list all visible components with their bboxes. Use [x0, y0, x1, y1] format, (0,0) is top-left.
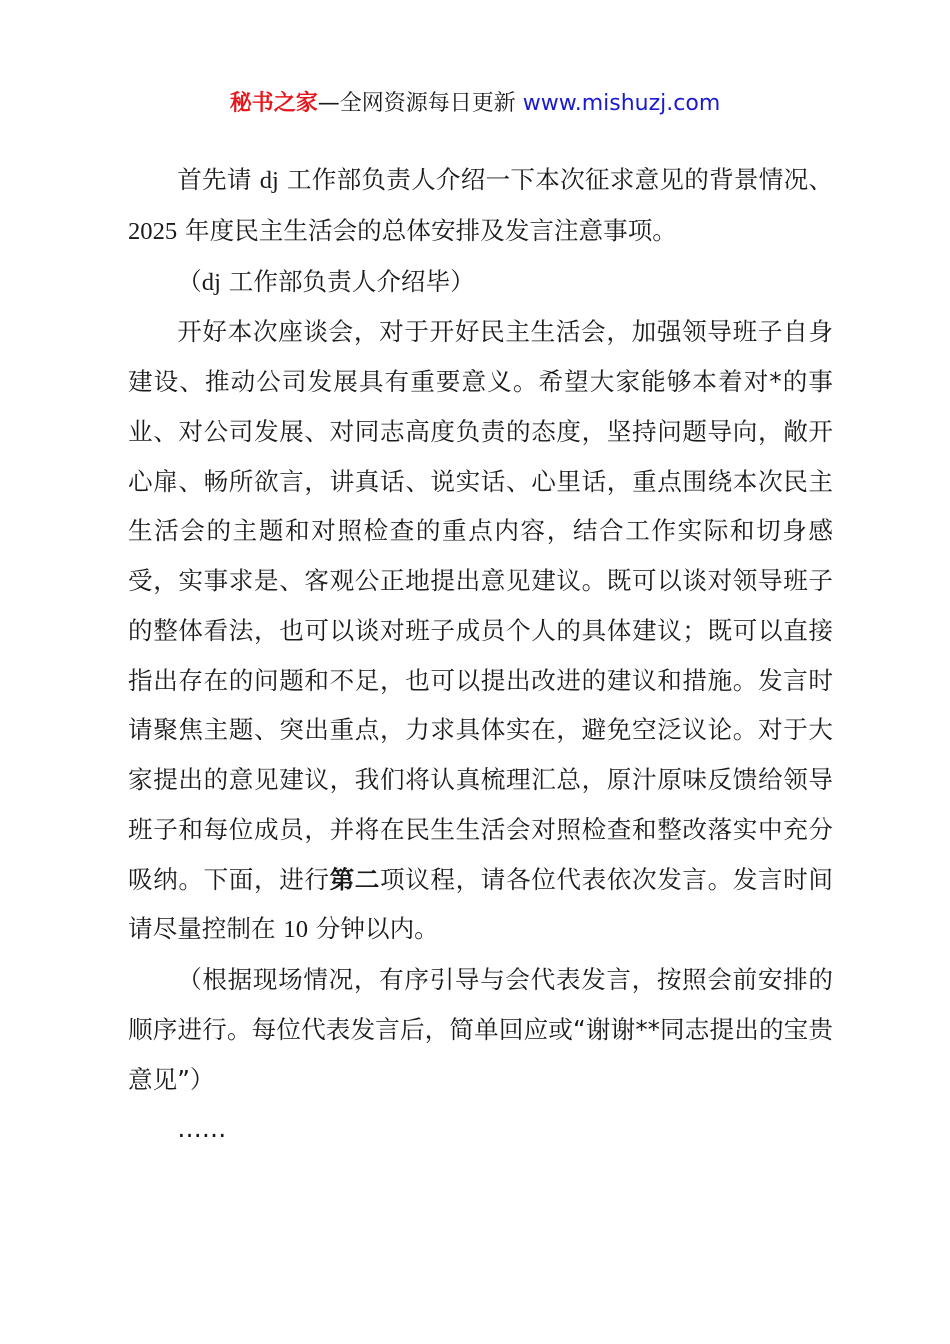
text-segment: 项议程，请各位代表依次发言。发言时间请尽量控制在 — [128, 864, 833, 944]
text-segment: 2025 — [128, 217, 178, 245]
page-header — [0, 88, 950, 120]
text-segment: 10 — [283, 916, 308, 944]
text-segment: 开好本次座谈会，对于开好民主生活会，加强领导班子自身建设、推动公司发展具有重要意义。希望大家能够本着对*的事业、对公司发展、对同志高度负责的态度，坚持问题导向，敞开心扉、畅所欲言，讲真话、说实话、心里话，重点围绕本次民主生活会的主题和对照检查的重点内容，结合工作实际和切身感受，实事求是、客观公正地提出意见建议。既可以谈对领导班子的整体看法，也可以谈对班子成员个人的具体建议；既可以直接指出存在的问题和不足，也可以提出改进的建议和措施。发言时请聚焦主题、突出重点，力求具体实在，避免空泛议论。对于大家提出的意见建议，我们将认真梳理汇总，原汁原味反馈给领导班子和每位成员，并将在民生生活会对照检查和整改落实中充分吸纳。下面，进行 — [128, 317, 833, 894]
document-body — [128, 155, 833, 1154]
text-segment: （ — [177, 266, 202, 296]
text-segment: dj — [259, 167, 279, 194]
paragraph-note — [128, 257, 833, 308]
paragraph-main — [128, 307, 833, 955]
text-segment: 首先请 — [177, 165, 260, 194]
text-segment: 工作部负责人介绍一下本次征求意见的背景情况、 — [278, 165, 833, 194]
site-url-link[interactable]: www.mishuzj.com — [522, 91, 721, 116]
text-segment: 分钟以内。 — [307, 914, 439, 944]
text-segment: 工作部负责人介绍毕） — [220, 266, 475, 296]
brand-name: 秘书之家 — [229, 91, 318, 116]
header-tagline: —全网资源每日更新 — [317, 91, 523, 116]
text-segment: 年度民主生活会的总体安排及发言注意事项。 — [177, 215, 677, 245]
text-segment-bold: 第二 — [329, 864, 380, 894]
paragraph-intro — [128, 155, 833, 257]
text-segment: dj — [201, 268, 221, 296]
paragraph-ellipsis: …… — [177, 1114, 227, 1144]
paragraph-instruction: （根据现场情况，有序引导与会代表发言，按照会前安排的顺序进行。每位代表发言后，简单回应或“谢谢**同志提出的宝贵意见”） — [128, 965, 833, 1094]
